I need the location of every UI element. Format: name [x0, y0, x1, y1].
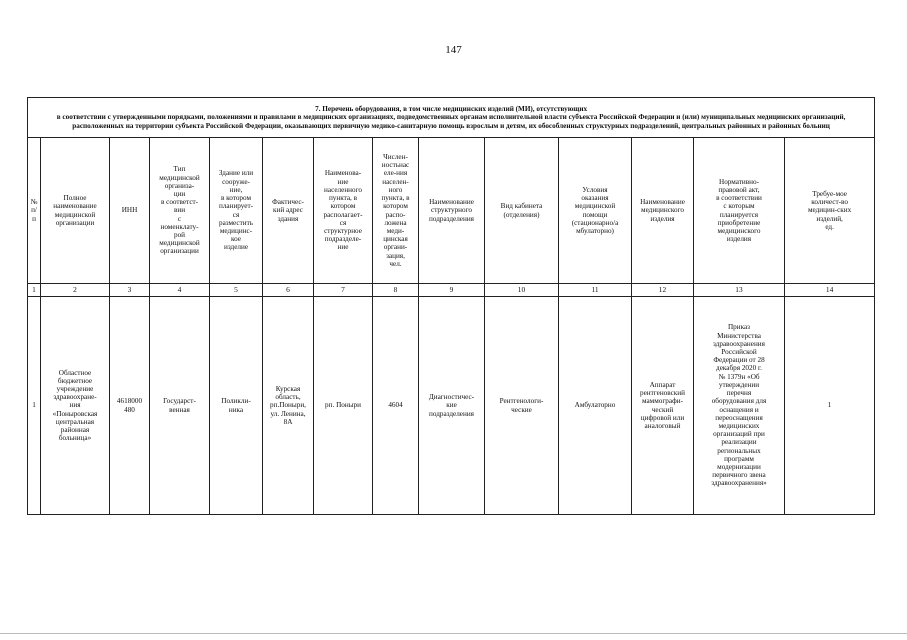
table-row-cell: 4618000 480 — [110, 297, 150, 515]
header-row-cell: Фактичес- кий адрес здания — [263, 138, 314, 284]
column-number-row-cell: 14 — [785, 284, 875, 297]
table-row-cell: 1 — [28, 297, 41, 515]
page-number: 147 — [445, 44, 462, 56]
column-number-row-cell: 4 — [150, 284, 210, 297]
column-number-row-cell: 7 — [314, 284, 373, 297]
column-number-row-cell: 5 — [210, 284, 263, 297]
table-row-cell: 4604 — [373, 297, 419, 515]
header-row-cell: Условия оказания медицинской помощи (стационарно/а мбулаторно) — [559, 138, 632, 284]
column-number-row-cell: 12 — [632, 284, 694, 297]
table-title: 7. Перечень оборудования, в том числе медицинских изделий (МИ), отсутствующих в соответствии с утвержденными порядками, положениями и правилами в медицинских организациях, подведомственных органам исполнительной власти субъекта Российской Федерации и (или) муниципальных медицинских организаций, расположенных на территории субъекта Российской Федерации, оказывающих первичную медико-санитарную помощь взрослым и детям, их обособленных структурных подразделений, центральных районных и районных больниц — [28, 98, 875, 138]
column-number-row-cell: 6 — [263, 284, 314, 297]
table-row-cell: Приказ Министерства здравоохранения Российской Федерации от 28 декабря 2020 г. № 1379н «Об утверждении перечня оборудования для оснащения и переоснащения медицинских организаций при реализации региональных программ модернизации первичного звена здравоохранения» — [694, 297, 785, 515]
column-number-row-cell: 9 — [419, 284, 485, 297]
header-row-cell: Здание или сооруже- ние, в котором планирует- ся разместить медицинс- кое изделие — [210, 138, 263, 284]
table-body — [28, 98, 875, 515]
column-number-row-cell: 2 — [41, 284, 110, 297]
header-row-cell: Числен- ностьнас еле-ния населен- ного пункта, в котором распо- ложена меди- цинская органи- зация, чел. — [373, 138, 419, 284]
header-row-cell: № п/ п — [28, 138, 41, 284]
header-row-cell: Требуе-мое количест-во медицин-ских изделий, ед. — [785, 138, 875, 284]
equipment-table — [27, 97, 875, 515]
header-row-cell: Вид кабинета (отделения) — [485, 138, 559, 284]
column-number-row-cell: 10 — [485, 284, 559, 297]
table-row-cell: 1 — [785, 297, 875, 515]
table-row-cell: Государст- венная — [150, 297, 210, 515]
column-number-row-cell: 3 — [110, 284, 150, 297]
header-row-cell: ИНН — [110, 138, 150, 284]
table-row-cell: Аппарат рентгеновский маммографи- ческий цифровой или аналоговый — [632, 297, 694, 515]
table-row — [28, 297, 875, 515]
table-row-cell: Поликли- ника — [210, 297, 263, 515]
column-number-row — [28, 284, 875, 297]
scan-edge-line — [0, 633, 907, 634]
table-row-cell: Областное бюджетное учреждение здравоохране- ния «Поныровская центральная районная больница» — [41, 297, 110, 515]
header-row-cell: Полное наименование медицинской организации — [41, 138, 110, 284]
title-row — [28, 98, 875, 138]
table-row-cell: рп. Поныри — [314, 297, 373, 515]
header-row-cell: Наименование медицинского изделия — [632, 138, 694, 284]
table-row-cell: Курская область, рп.Поныри, ул. Ленина, 8А — [263, 297, 314, 515]
table-row-cell: Рентгенологи- ческие — [485, 297, 559, 515]
table-row-cell: Амбулаторно — [559, 297, 632, 515]
header-row-cell: Тип медицинской организа- ции в соответст- вии с номенклату- рой медицинской организации — [150, 138, 210, 284]
column-number-row-cell: 11 — [559, 284, 632, 297]
header-row-cell: Наименова- ние населенного пункта, в котором располагает- ся структурное подразделе- ние — [314, 138, 373, 284]
header-row-cell: Наименование структурного подразделения — [419, 138, 485, 284]
table-row-cell: Диагностичес- кие подразделения — [419, 297, 485, 515]
header-row — [28, 138, 875, 284]
column-number-row-cell: 13 — [694, 284, 785, 297]
header-row-cell: Нормативно- правовой акт, в соответствии с которым планируется приобретение медицинского изделия — [694, 138, 785, 284]
column-number-row-cell: 8 — [373, 284, 419, 297]
column-number-row-cell: 1 — [28, 284, 41, 297]
